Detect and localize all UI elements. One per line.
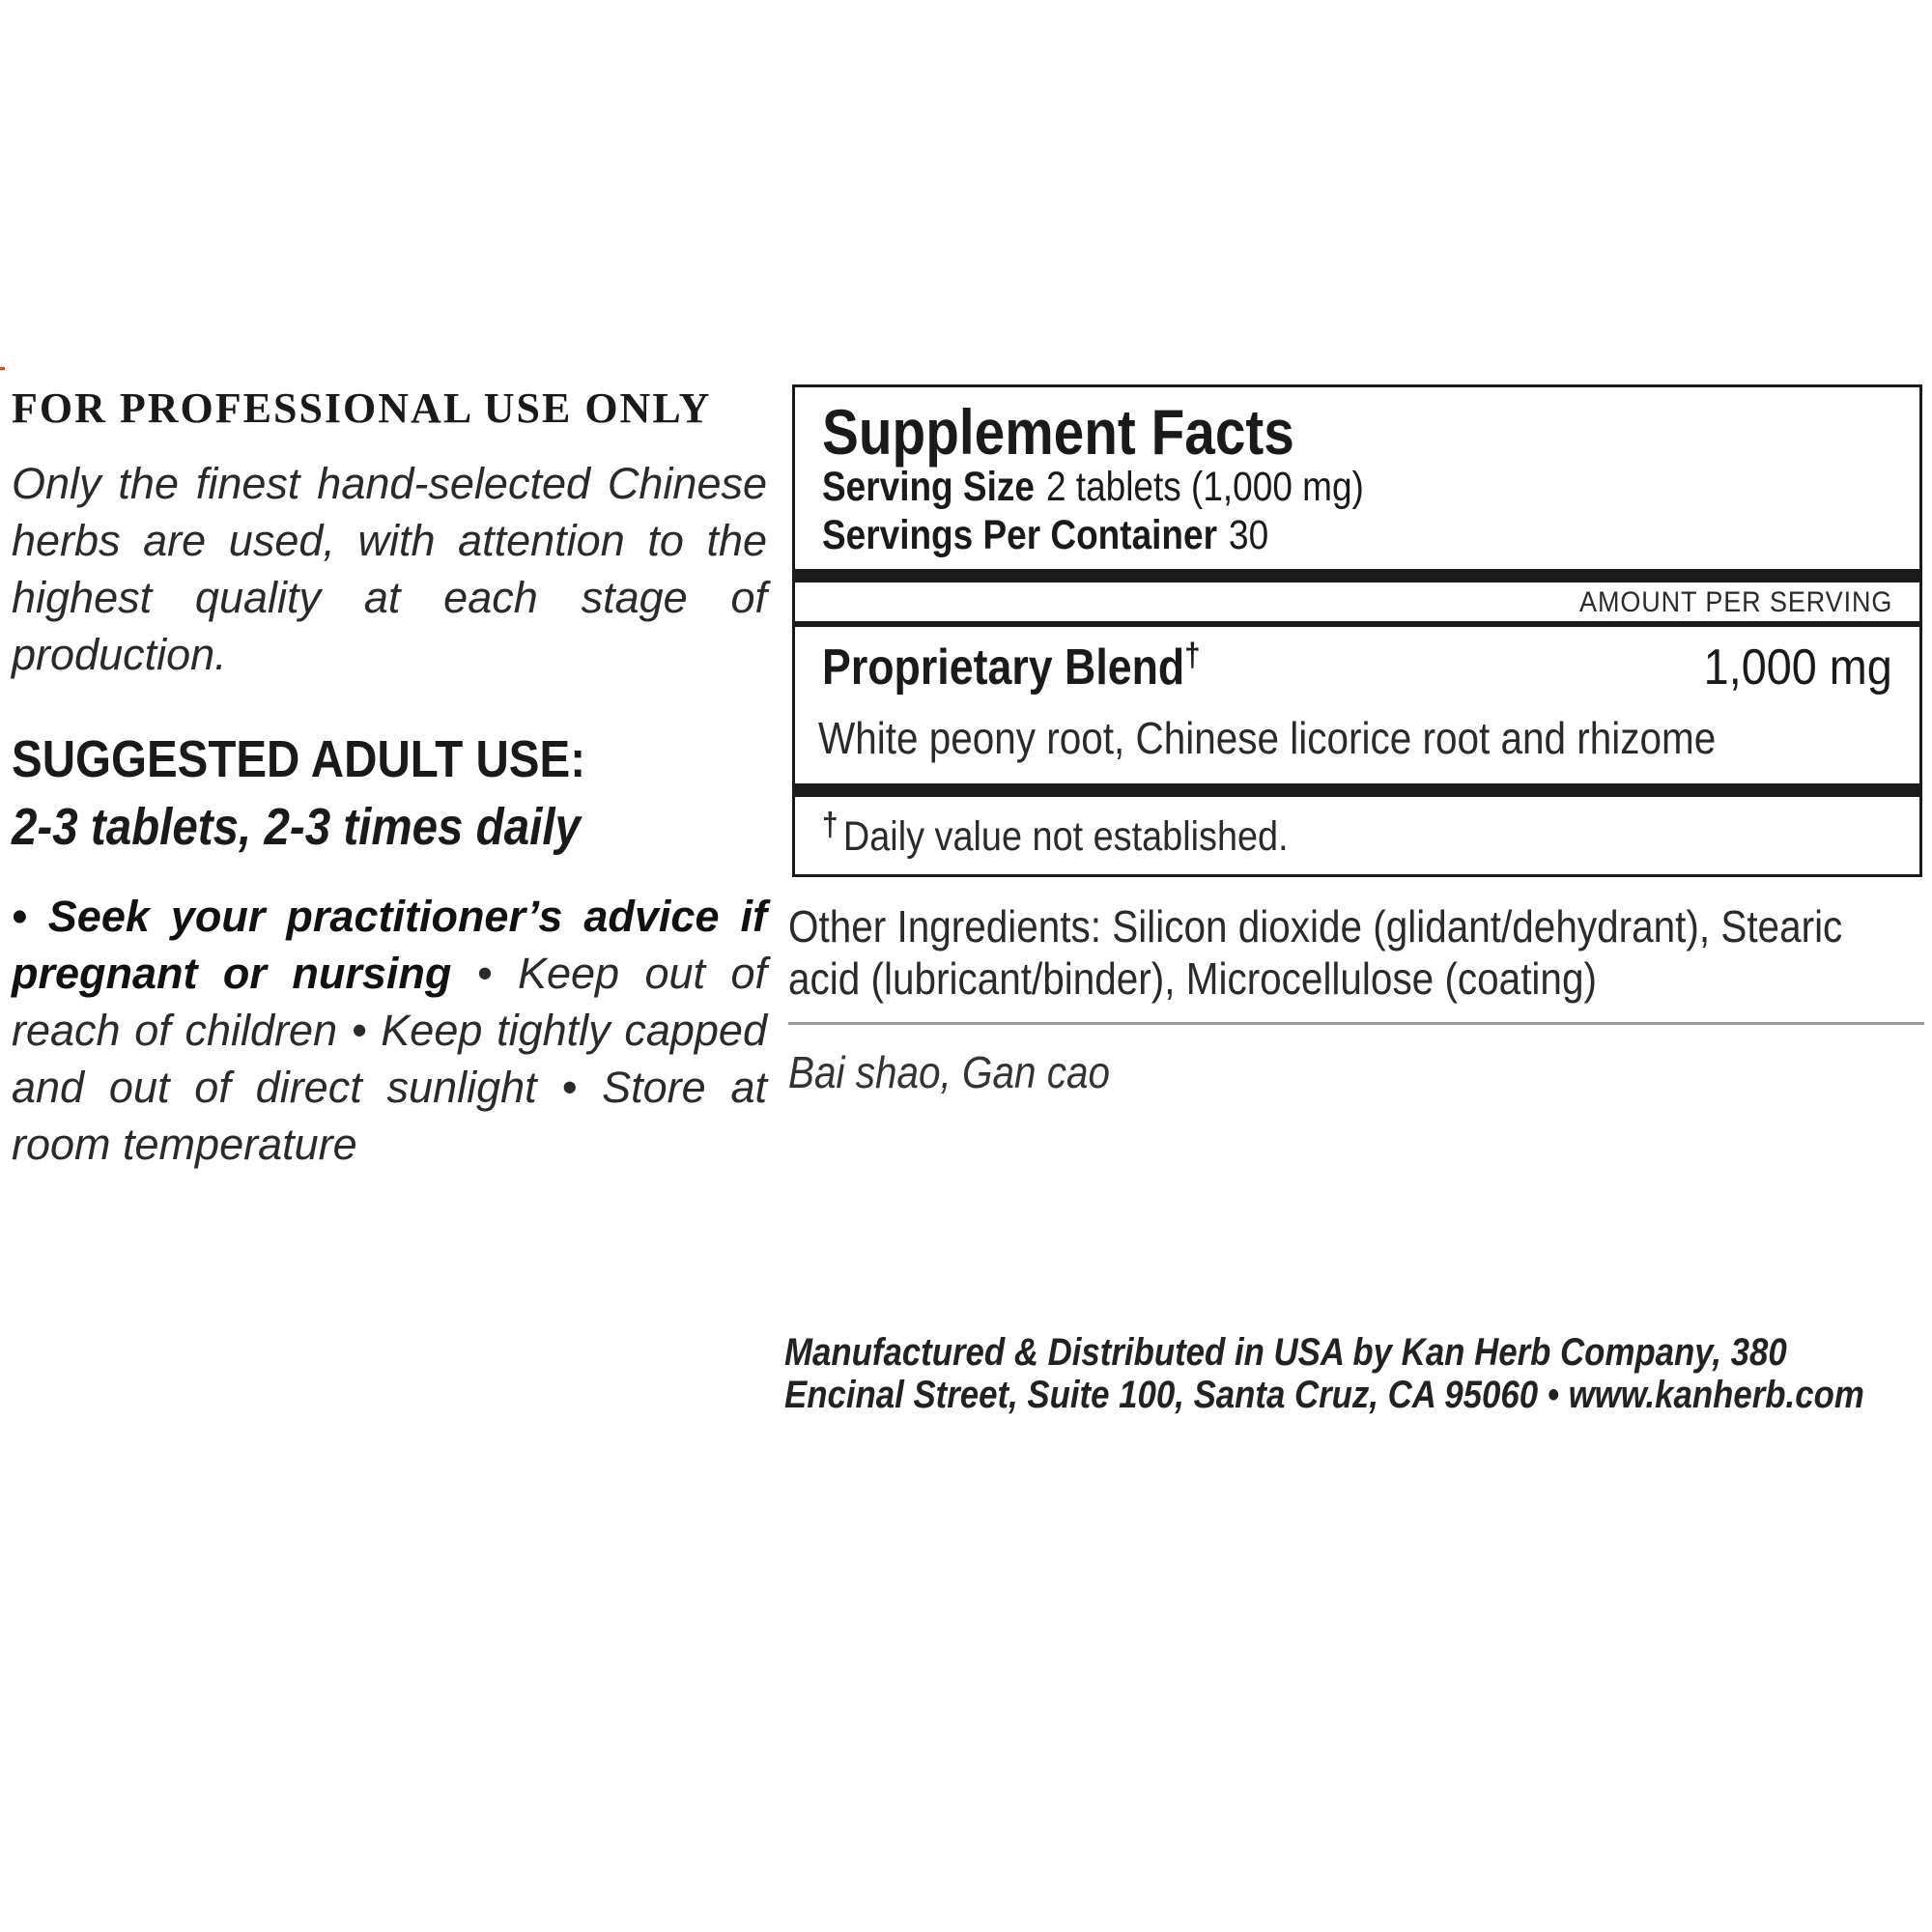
manufacturer-line-2: Encinal Street, Suite 100, Santa Cruz, CA 95060 • www.kanherb.com xyxy=(784,1374,1864,1416)
servings-per-container-label: Servings Per Container xyxy=(822,512,1217,558)
servings-per-container-value: 30 xyxy=(1229,512,1269,558)
servings-per-container-row xyxy=(822,511,1268,559)
warning-pregnancy: • Seek your practitioner’s advice if pregnant or nursing xyxy=(12,892,767,998)
pinyin-herb-names: Bai shao, Gan cao xyxy=(788,1047,1111,1097)
suggested-use-heading: SUGGESTED ADULT USE: xyxy=(12,730,586,788)
intro-paragraph: Only the finest hand-selected Chinese herbs are used, with attention to the highest quality at each stage of production. xyxy=(12,459,767,679)
professional-use-notice: FOR PROFESSIONAL USE ONLY xyxy=(12,384,712,432)
divider-medium xyxy=(795,621,1919,627)
manufacturer-info xyxy=(784,1331,1915,1416)
divider-thick-bottom xyxy=(795,783,1919,797)
serving-size-label: Serving Size xyxy=(822,464,1035,510)
dagger-symbol: † xyxy=(1184,637,1201,674)
warning-other: • Keep out of reach of children • Keep tightly capped and out of direct sunlight • Store at room temperature xyxy=(12,949,768,1169)
manufacturer-line-1: Manufactured & Distributed in USA by Kan Herb Company, 380 xyxy=(784,1331,1787,1374)
blend-name-text: Proprietary Blend xyxy=(822,639,1185,696)
suggested-dose: 2-3 tablets, 2-3 times daily xyxy=(12,798,581,856)
daily-value-note xyxy=(822,806,1289,861)
blend-ingredients: White peony root, Chinese licorice root and rhizome xyxy=(818,713,1717,763)
serving-size-row xyxy=(822,463,1364,511)
label-left-column xyxy=(12,382,767,1173)
dagger-symbol: † xyxy=(822,806,838,843)
daily-value-text: Daily value not established. xyxy=(842,813,1289,860)
amount-per-serving-header: AMOUNT PER SERVING xyxy=(1578,586,1892,618)
corner-crop-mark xyxy=(0,367,5,370)
warnings-paragraph xyxy=(12,888,767,1173)
other-ingredients: Other Ingredients: Silicon dioxide (glidant/dehydrant), Stearic acid (lubricant/binder), Microcellulose (coating) xyxy=(788,901,1843,1004)
proprietary-blend-amount: 1,000 mg xyxy=(1703,639,1892,696)
divider-thick xyxy=(795,569,1919,582)
facts-title: Supplement Facts xyxy=(822,396,1294,468)
supplement-facts-panel xyxy=(792,384,1922,877)
section-divider xyxy=(788,1022,1924,1025)
serving-size-value: 2 tablets (1,000 mg) xyxy=(1045,464,1364,510)
proprietary-blend-name xyxy=(822,639,1201,696)
